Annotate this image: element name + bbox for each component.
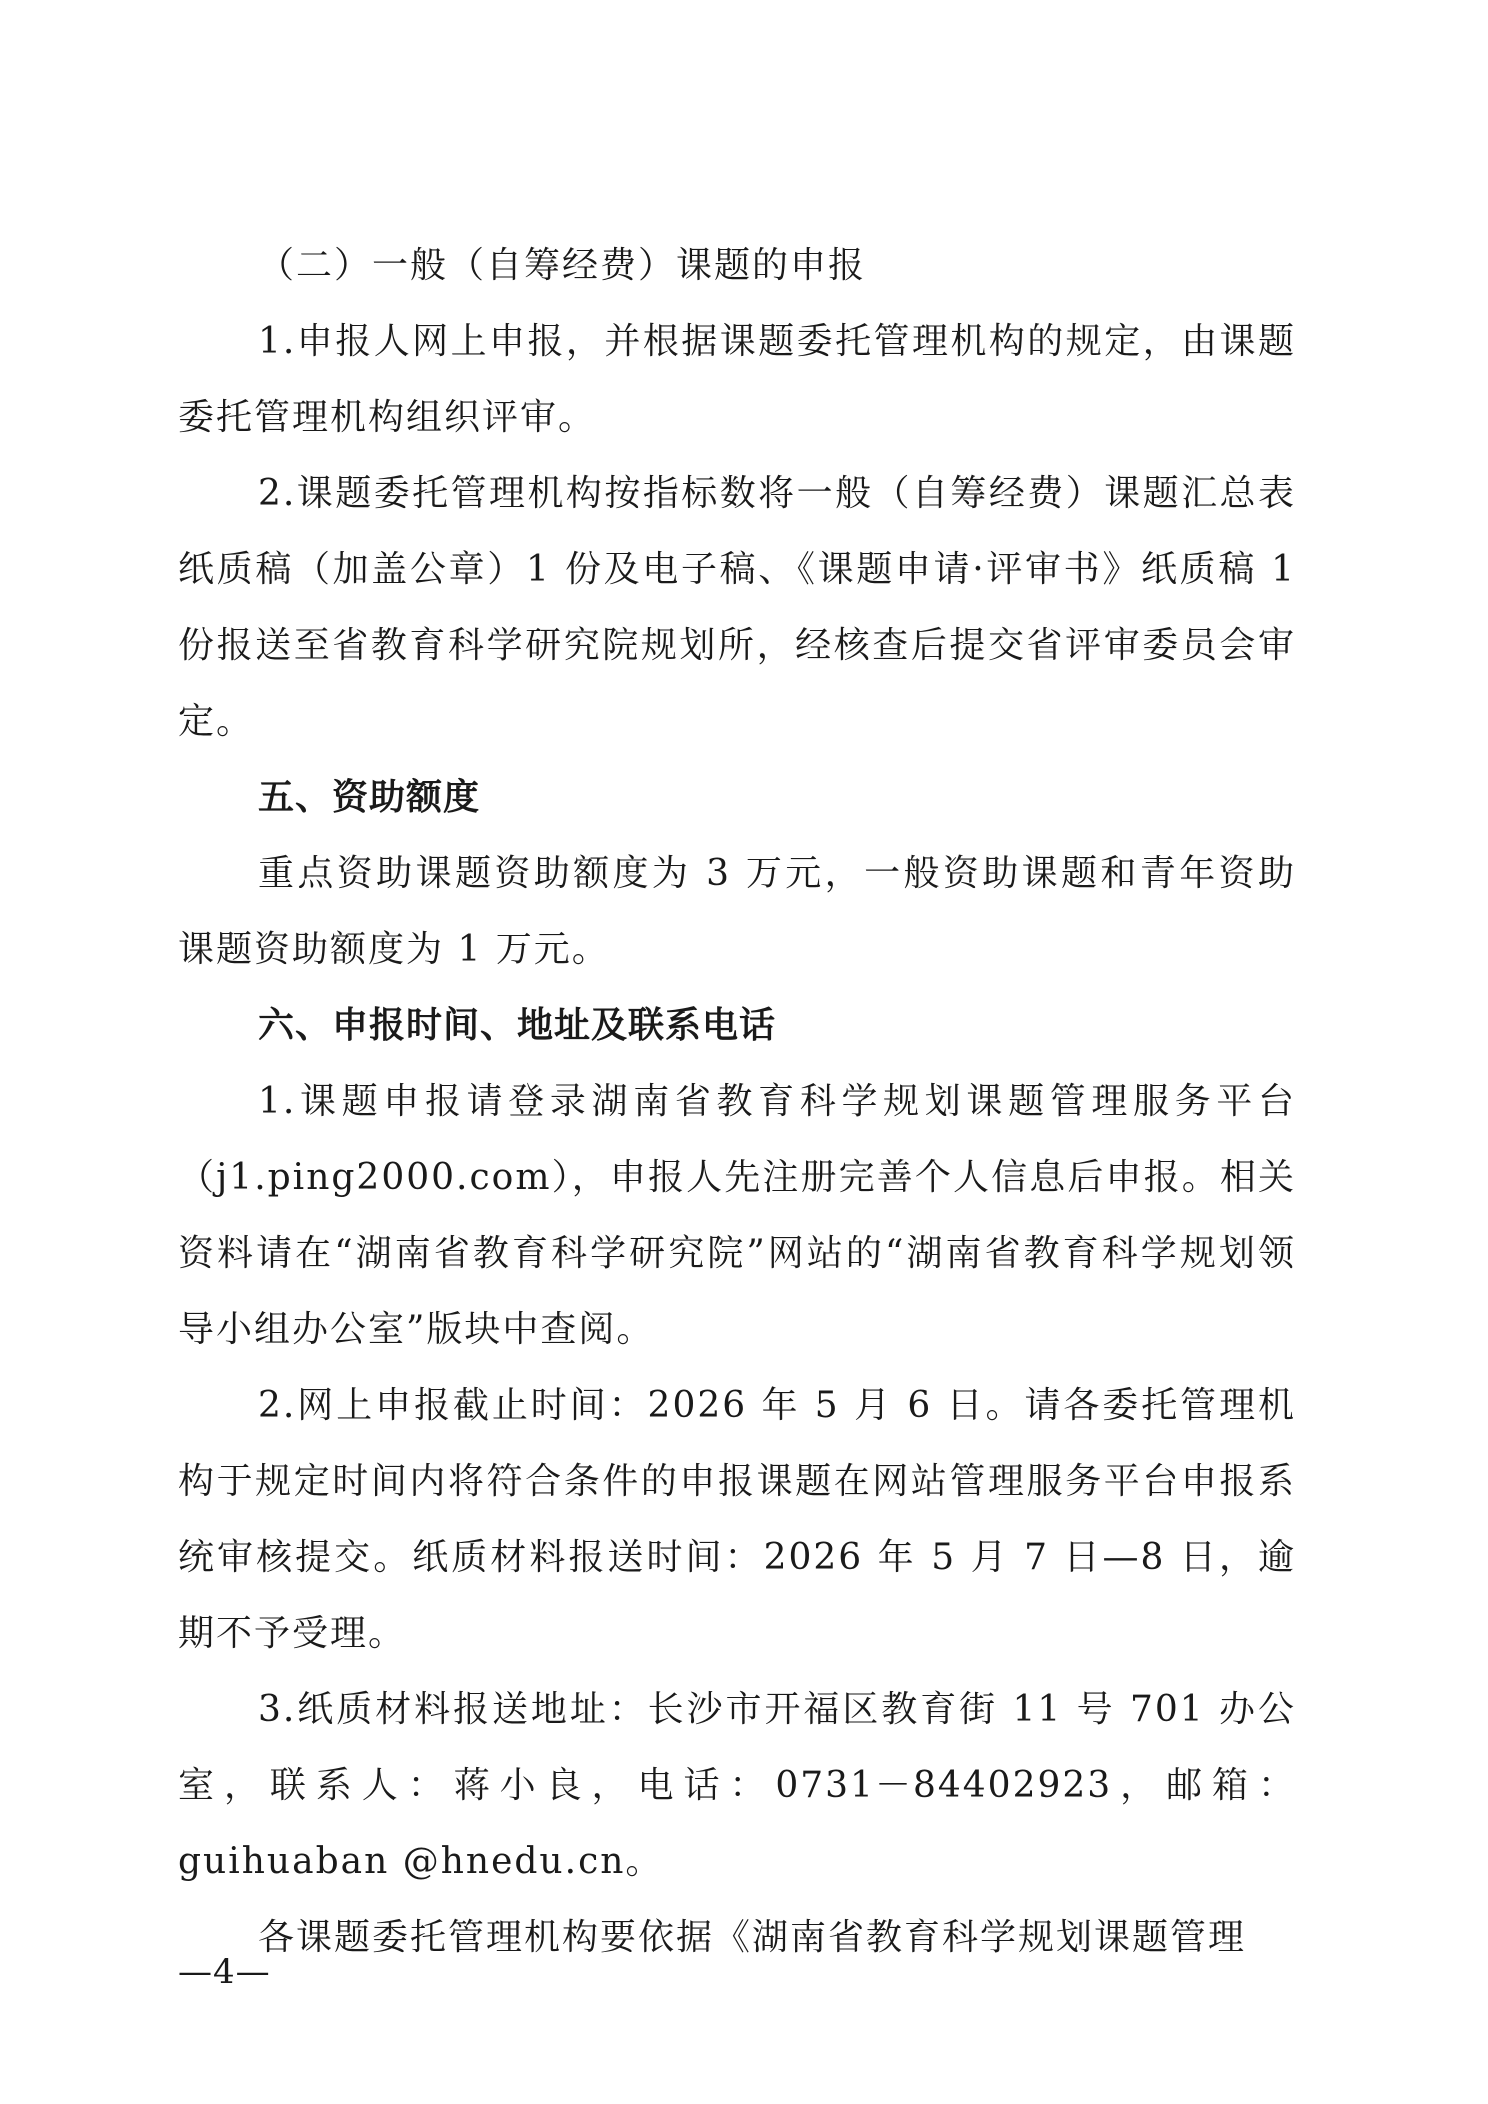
section-5-body: 重点资助课题资助额度为 3 万元，一般资助课题和青年资助课题资助额度为 1 万元。 [178,853,1296,970]
section-6-closing: 各课题委托管理机构要依据《湖南省教育科学规划课题管理 [258,1917,1247,1958]
document-body [178,228,1296,1976]
subsection-2-item-2: 2.课题委托管理机构按指标数将一般（自筹经费）课题汇总表纸质稿（加盖公章）1 份及电子稿、《课题申请·评审书》纸质稿 1 份报送至省教育科学研究院规划所，经核查后提交省评审委员会审定。 [178,473,1296,742]
section-6-heading: 六、申报时间、地址及联系电话 [258,1005,777,1046]
section-5-heading: 五、资助额度 [258,777,481,818]
section-6-item-3: 3.纸质材料报送地址：长沙市开福区教育街 11 号 701 办公室，联系人：蒋小良，电话：0731－84402923，邮箱：guihuaban @hnedu.cn。 [178,1689,1296,1882]
subsection-2-item-1: 1.申报人网上申报，并根据课题委托管理机构的规定，由课题委托管理机构组织评审。 [178,321,1296,438]
section-6-item-2: 2.网上申报截止时间：2026 年 5 月 6 日。请各委托管理机构于规定时间内将符合条件的申报课题在网站管理服务平台申报系统审核提交。纸质材料报送时间：2026 年 5 月 7 日—8 日，逾期不予受理。 [178,1385,1296,1654]
section-6-item-1: 1.课题申报请登录湖南省教育科学规划课题管理服务平台（j1.ping2000.com），申报人先注册完善个人信息后申报。相关资料请在“湖南省教育科学研究院”网站的“湖南省教育科学规划领导小组办公室”版块中查阅。 [178,1081,1296,1350]
page-number: —4— [178,1952,271,1992]
subsection-2-heading: （二）一般（自筹经费）课题的申报 [258,245,867,286]
